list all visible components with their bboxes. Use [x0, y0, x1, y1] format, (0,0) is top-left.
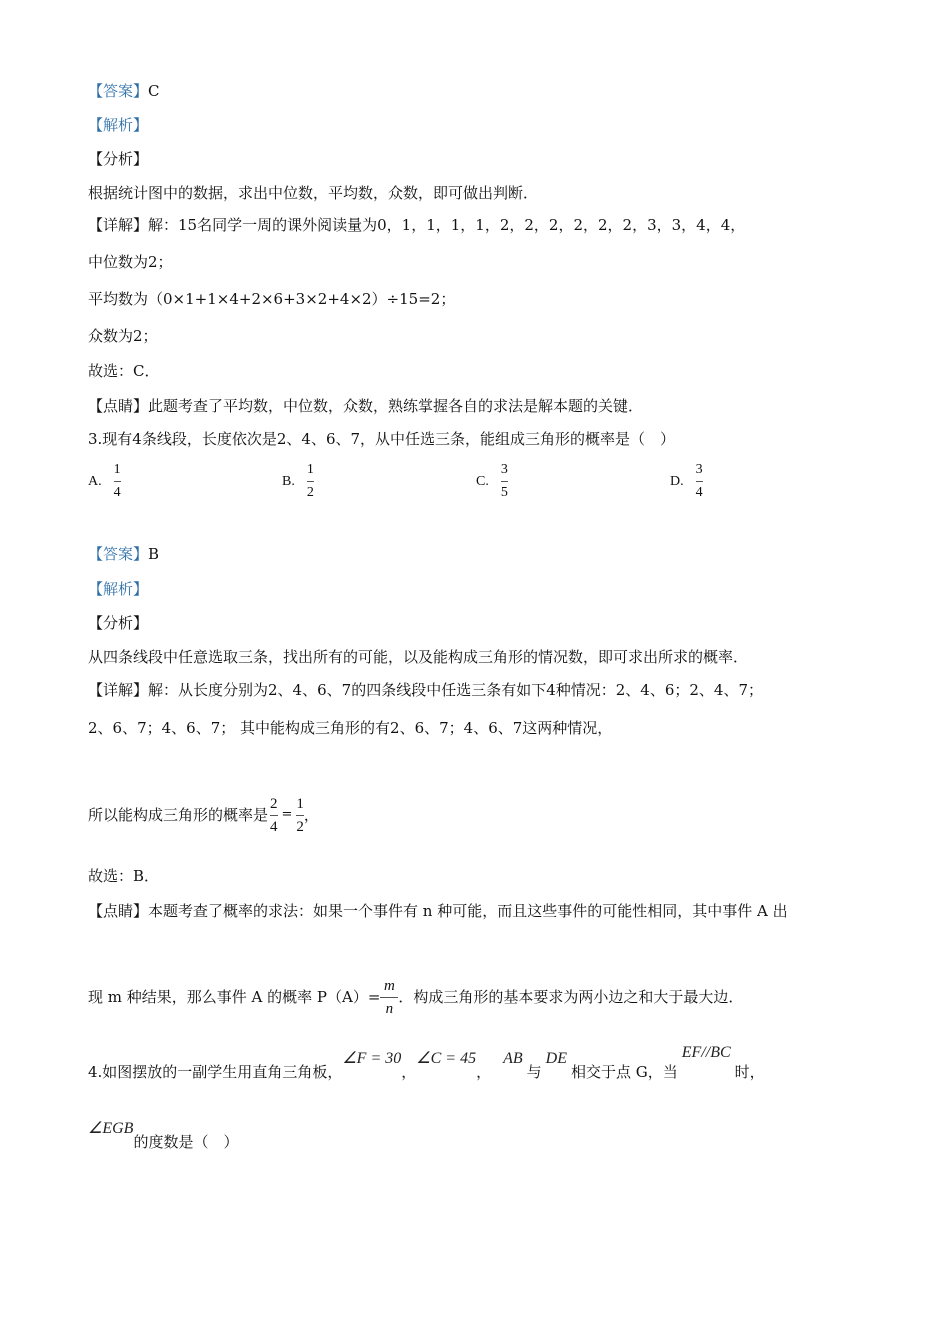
- fraction-denominator: 5: [500, 485, 508, 500]
- fraction-numerator: 3: [500, 462, 508, 477]
- comment-text-2-prefix: 现 m 种结果，那么事件 A 的概率 P（A）=: [88, 988, 381, 1006]
- fraction-bar: [270, 815, 278, 816]
- fraction-numerator: 3: [695, 462, 703, 477]
- fraction-bar: [114, 481, 121, 482]
- q4-stem-line-2: [88, 1120, 238, 1160]
- option-fraction: [696, 460, 703, 503]
- q3-option-d: [670, 460, 703, 503]
- answer-value: C: [148, 82, 160, 100]
- option-fraction: [114, 460, 121, 503]
- comment-fraction: [380, 976, 398, 1019]
- q3-comment-line: [88, 900, 788, 922]
- q2-answer-line: [88, 80, 160, 102]
- answer-tag: 【答案】: [88, 545, 149, 563]
- option-label: C.: [476, 473, 489, 489]
- option-label: B.: [282, 473, 295, 489]
- fraction-numerator: 2: [270, 795, 278, 812]
- segment-ab: AB: [503, 1050, 523, 1067]
- sep-1: ，: [401, 1063, 417, 1081]
- fraction-denominator: 2: [296, 818, 304, 835]
- q4-tail: 的度数是（ ）: [133, 1133, 239, 1151]
- q3-comment-line-2: [88, 972, 743, 1021]
- q2-choice: 故选：C．: [88, 362, 160, 380]
- option-label: D.: [670, 473, 684, 489]
- q3-detail-line: [88, 679, 763, 701]
- prob-suffix: ，: [303, 806, 319, 824]
- q3-option-c: [476, 460, 508, 503]
- fraction-numerator: 1: [306, 462, 314, 477]
- comment-text-2-suffix: ．构成三角形的基本要求为两小边之和大于最大边．: [398, 988, 744, 1006]
- q2-comment-line: [88, 395, 643, 417]
- fraction-denominator: 2: [306, 485, 314, 500]
- fraction-numerator: 1: [296, 795, 304, 812]
- fraction-denominator: 4: [695, 485, 703, 500]
- fraction-denominator: 4: [270, 818, 278, 835]
- fraction-bar: [380, 997, 398, 998]
- q3-option-a: [88, 460, 121, 503]
- angle-f: ∠F = 30: [342, 1050, 402, 1067]
- fenxi-tag: 【分析】: [88, 614, 149, 632]
- prob-fraction-1: [270, 794, 278, 837]
- q3-analysis-tag: [88, 578, 148, 600]
- comment-tag: 【点睛】: [88, 397, 149, 415]
- prob-equals: =: [281, 807, 293, 822]
- q3-probability-line: [88, 790, 319, 839]
- q3-detail-text-2: 2、6、7；4、6、7； 其中能构成三角形的有2、6、7；4、6、7这两种情况，: [88, 719, 613, 737]
- detail-tag: 【详解】: [88, 216, 149, 234]
- yu-text: 与: [526, 1063, 542, 1081]
- q4-stem-prefix: 4.如图摆放的一副学生用直角三角板，: [88, 1063, 343, 1081]
- q2-mode: 众数为2；: [88, 327, 158, 345]
- fraction-denominator: 4: [113, 485, 121, 500]
- fraction-bar: [501, 481, 508, 482]
- q2-fenxi-text: 根据统计图中的数据，求出中位数，平均数，众数，即可做出判断．: [88, 184, 539, 202]
- detail-tag: 【详解】: [88, 681, 149, 699]
- q2-analysis-tag: [88, 114, 148, 136]
- q3-fenxi-tag: [88, 612, 148, 634]
- comment-text-1: 本题考查了概率的求法：如果一个事件有 n 种可能，而且这些事件的可能性相同，其中事件 A 出: [148, 902, 788, 920]
- fenxi-tag: 【分析】: [88, 150, 149, 168]
- comment-tag: 【点睛】: [88, 902, 149, 920]
- angle-egb: ∠EGB: [88, 1120, 134, 1137]
- answer-value: B: [148, 545, 160, 563]
- angle-c: ∠C = 45: [416, 1050, 477, 1067]
- q3-choice: 故选：B．: [88, 867, 160, 885]
- q3-stem: 3.现有4条线段，长度依次是2、4、6、7，从中任选三条，能组成三角形的概率是（ ）: [88, 430, 676, 448]
- fraction-bar: [296, 815, 304, 816]
- parallel-relation: EF//BC: [681, 1044, 731, 1061]
- q2-median: 中位数为2；: [88, 253, 173, 271]
- option-fraction: [501, 460, 508, 503]
- q3-fenxi-text: 从四条线段中任意选取三条，找出所有的可能，以及能构成三角形的情况数，即可求出所求的概率．: [88, 648, 749, 666]
- q4-stem-line: [88, 1044, 765, 1092]
- answer-tag: 【答案】: [88, 82, 149, 100]
- option-fraction: [307, 460, 314, 503]
- q2-fenxi-tag: [88, 148, 148, 170]
- fraction-denominator: n: [385, 1000, 394, 1017]
- q2-detail-line: [88, 214, 745, 236]
- q2-mean: 平均数为（0×1+1×4+2×6+3×2+4×2）÷15=2；: [88, 290, 456, 308]
- prob-prefix: 所以能构成三角形的概率是: [88, 806, 269, 824]
- fraction-numerator: 1: [113, 462, 121, 477]
- analysis-tag: 【解析】: [88, 116, 149, 134]
- fraction-bar: [307, 481, 314, 482]
- q3-option-b: [282, 460, 314, 503]
- comment-text: 此题考查了平均数，中位数，众数，熟练掌握各自的求法是解本题的关键．: [148, 397, 644, 415]
- fraction-bar: [696, 481, 703, 482]
- fraction-numerator: m: [383, 977, 395, 994]
- segment-de: DE: [545, 1050, 567, 1067]
- detail-text: 解：15名同学一周的课外阅读量为0，1，1，1，1，2，2，2，2，2，2，3，3，4，4，: [148, 216, 746, 234]
- option-label: A.: [88, 473, 102, 489]
- sep-2: ，: [476, 1063, 492, 1081]
- q3-answer-line: [88, 543, 159, 565]
- mid-text: 相交于点 G，当: [570, 1063, 678, 1081]
- shi-text: 时，: [734, 1063, 765, 1081]
- detail-text-1: 解：从长度分别为2、4、6、7的四条线段中任选三条有如下4种情况：2、4、6；2、4、7；: [148, 681, 763, 699]
- analysis-tag: 【解析】: [88, 580, 149, 598]
- prob-fraction-2: [296, 794, 304, 837]
